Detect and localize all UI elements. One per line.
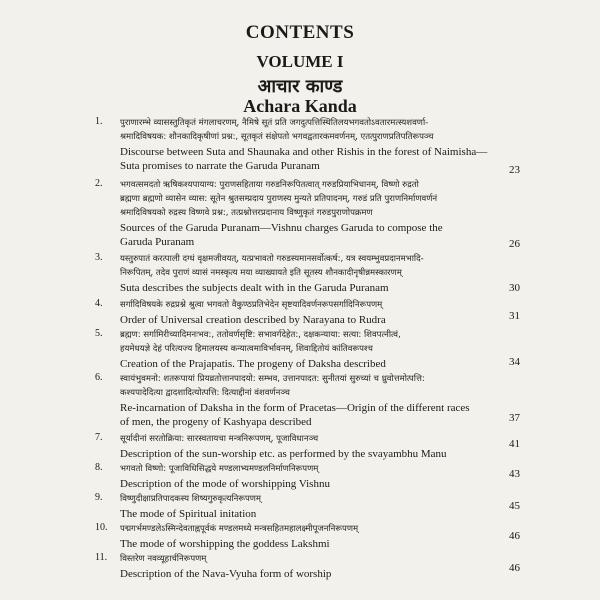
- sanskrit-kanda-title: आचार काण्ड: [257, 76, 343, 97]
- contents-heading: CONTENTS: [245, 22, 355, 43]
- entry-sanskrit-line: भगवतो विष्णो: पूजाविधिसिद्धये मण्डलाभ्यमण्डलनिर्माणनिरूपणम्: [120, 464, 319, 474]
- entry-sanskrit-line: सर्गादिविषयके रुद्रप्रश्ने श्रुत्वा भगवतो वैकुण्ठप्रतिभेदेन सृष्टयादिवर्णनरूपसर्गादिनिरूपणम्: [120, 300, 383, 310]
- entry-sanskrit-line: भगवत्समदतो ऋषिकश्यपायाग्य: पुराणसहिताया गरुडनिरूपितत्वात् गरुडप्रियाभिधानम्, विष्णो रुद्रतो: [120, 180, 419, 190]
- entry-number: 8.: [95, 462, 103, 473]
- entry-page-number: 23: [509, 164, 520, 176]
- entry-english-line: The mode of Spiritual initation: [120, 508, 257, 520]
- entry-english-line: Sources of the Garuda Puranam—Vishnu charges Garuda to compose the: [120, 222, 443, 234]
- entry-english-line: Suta describes the subjects dealt with in the Garuda Puranam: [120, 282, 389, 294]
- entry-sanskrit-line: निरूपितम्, तदेव पुराणं व्यासं नमस्कृत्य मया व्याख्यायते इति सूतस्य शौनकादीनृषीन्नमस्कारणम्: [120, 268, 402, 278]
- entry-page-number: 34: [509, 356, 520, 368]
- entry-sanskrit-line: हयमेधयज्ञे देहं परित्यज्य हिमालयस्य कन्यात्वमाविर्भावनम्, शिवाद्दितोयं कांतिवरूपश्च: [120, 344, 373, 354]
- entry-english-line: Garuda Puranam: [120, 236, 195, 248]
- entry-page-number: 46: [509, 562, 520, 574]
- entry-sanskrit-line: विस्तरेण नवव्यूहार्चनिरूपणम्: [120, 554, 207, 564]
- entry-sanskrit-line: श्रमादिविषयक: शौनकादिकृषीणां प्रश्न:, सूतकृतं संक्षेपतो भगवद्वतारकमवर्णनम्, एतत्पुराणप्रतिपतिरूपञ्च: [120, 132, 434, 142]
- entry-sanskrit-line: ब्रह्मण: सर्गामिरीच्यादिमनःभव:, ततोवर्णसृष्टि: सभावर्गदेहेत:, दक्षकन्याया: सत्या: शिवपत्नीत्वं,: [120, 330, 401, 340]
- entry-sanskrit-line: स्वायंभुवमनो: शतरूपायां प्रियव्रतोत्तानपादयो: सम्भव, उत्तानपादत: सुनीतयां सुरुच्यां च ध्रुवोत्तमोत्पत्ति:: [120, 374, 425, 384]
- entry-english-line: Re-incarnation of Daksha in the form of Pracetas—Origin of the different races: [120, 402, 470, 414]
- entry-number: 1.: [95, 116, 103, 127]
- entry-number: 6.: [95, 372, 103, 383]
- entry-number: 3.: [95, 252, 103, 263]
- entry-page-number: 41: [509, 438, 520, 450]
- entry-english-line: Description of the mode of worshipping Vishnu: [120, 478, 330, 490]
- entry-sanskrit-line: श्रमादिविषयको रुद्रस्य विष्णवे प्रश्न:, तत्प्रश्नोत्तरप्रदानाय विष्णुकृतं गरुडपुराणोपक्रमण: [120, 208, 373, 218]
- entry-page-number: 37: [509, 412, 520, 424]
- entry-english-line: The mode of worshipping the goddess Lakshmi: [120, 538, 330, 550]
- entry-english-line: Creation of the Prajapatis. The progeny of Daksha described: [120, 358, 386, 370]
- entry-page-number: 46: [509, 530, 520, 542]
- entry-sanskrit-line: कश्यपादेदित्या द्वादशादित्योत्पत्ति: दित्याद्दीनां वंशवर्णनञ्च: [120, 388, 290, 398]
- entry-page-number: 43: [509, 468, 520, 480]
- entry-sanskrit-line: पुराणारम्भे व्यासस्तुतिकृतं मंगलाचरणम्, नैमिषे सूतं प्रति जगदुत्पत्तिस्थितिलयभगवतोऽवतारमत्स्यशवर्णा-: [120, 118, 429, 128]
- entry-english-line: Suta promises to narrate the Garuda Puranam: [120, 160, 320, 172]
- entry-page-number: 45: [509, 500, 520, 512]
- entry-number: 4.: [95, 298, 103, 309]
- entry-number: 9.: [95, 492, 103, 503]
- entry-english-line: Order of Universal creation described by Narayana to Rudra: [120, 314, 386, 326]
- entry-number: 11.: [95, 552, 108, 563]
- entry-page-number: 26: [509, 238, 520, 250]
- entry-sanskrit-line: पद्मगर्भमण्डलेऽस्मिन्देवताह्नपूर्वकं मण्डलमध्ये मन्त्रसहितमहालक्ष्मीपूजननिरूपणम्: [120, 524, 359, 534]
- entry-english-line: Description of the sun-worship etc. as performed by the svayambhu Manu: [120, 448, 447, 460]
- entry-sanskrit-line: सूर्यादीनां सरतोक्रिया: सारस्वतायचा मन्त्रनिरूपणम्, पूजाविधानञ्च: [120, 434, 319, 444]
- entry-page-number: 31: [509, 310, 520, 322]
- entry-english-line: of men, the progeny of Kashyapa described: [120, 416, 312, 428]
- entry-sanskrit-line: यस्तुरुपातं करत्पाली दग्धं वृक्षमजीवयत्, यत्प्रभावतो गरुडस्यमानसर्वोत्कर्ष:, यत्र स्वयम्भुवप्रदानमभादि-: [120, 254, 424, 264]
- entry-english-line: Description of the Nava-Vyuha form of worship: [120, 568, 332, 580]
- volume-heading: VOLUME I: [256, 52, 344, 71]
- entry-number: 5.: [95, 328, 103, 339]
- entry-english-line: Discourse between Suta and Shaunaka and other Rishis in the forest of Naimisha—: [120, 146, 488, 158]
- entry-page-number: 30: [509, 282, 520, 294]
- entry-sanskrit-line: विष्णुदीक्षाप्रतिपादकस्य शिष्यगुरुकृत्यनिरूपणम्: [120, 494, 262, 504]
- entry-number: 10.: [95, 522, 108, 533]
- entry-number: 2.: [95, 178, 103, 189]
- english-kanda-title: Achara Kanda: [243, 96, 357, 116]
- entry-number: 7.: [95, 432, 103, 443]
- entry-sanskrit-line: ब्रह्मणा ब्रह्मणो व्यासेन व्यास: सूतेन श्रुतसम्प्रदाय पुराणस्य मुन्यते प्रतिपादनम्, गरुडं प्रति पुराणनिर्माणवर्णनं: [120, 194, 438, 204]
